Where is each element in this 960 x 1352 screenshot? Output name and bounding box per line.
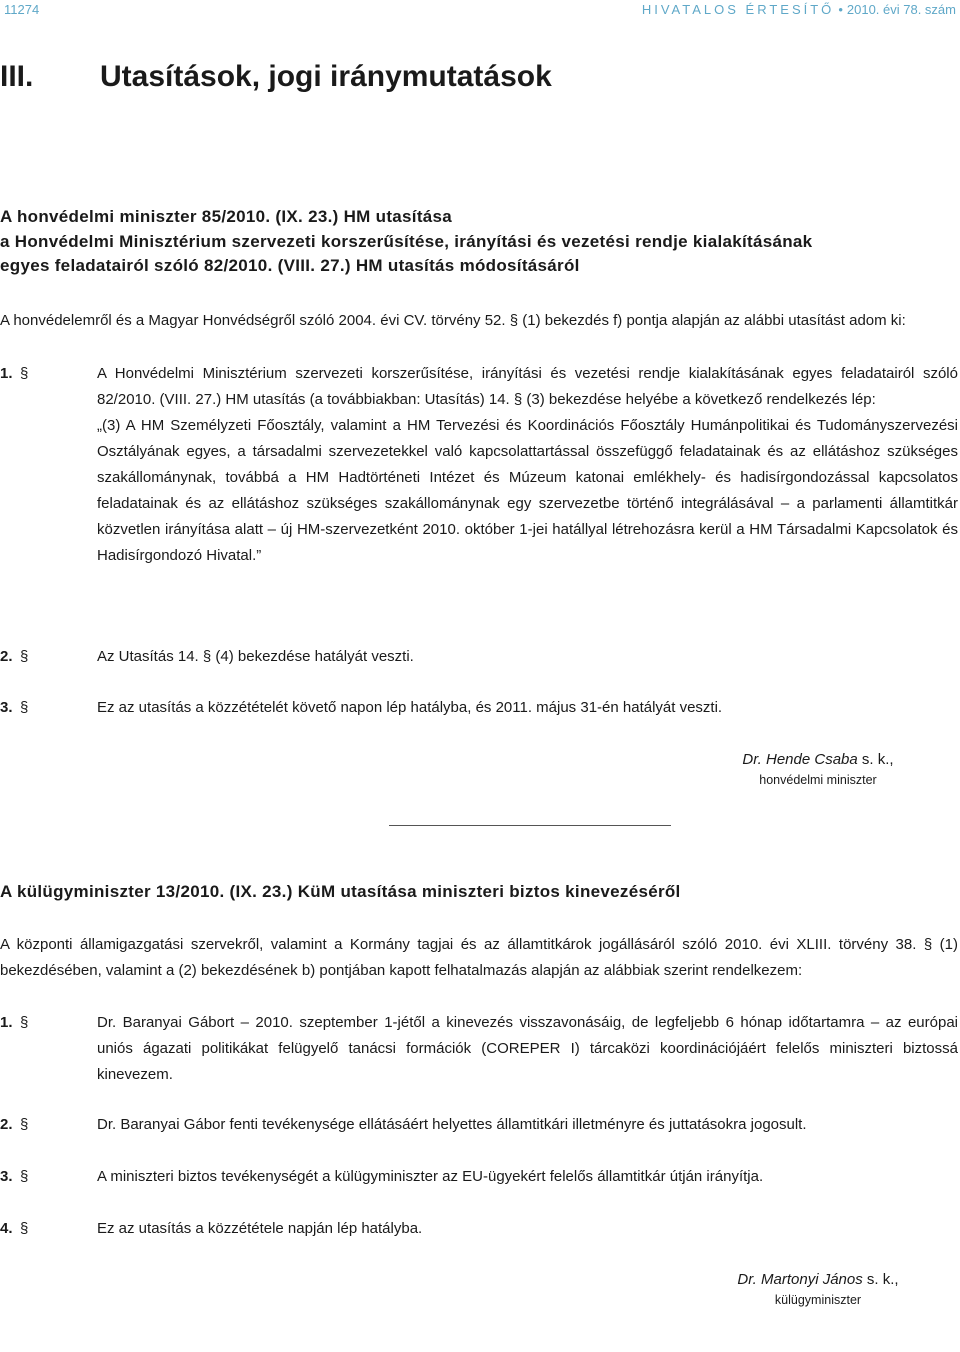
- section-sign: §: [20, 1116, 29, 1133]
- doc2-preamble: A központi államigazgatási szervekről, valamint a Kormány tagjai és az államtitkárok jogállásáról szóló 2010. évi XLIII. törvény 38. § (1) bekezdésében, valamint a (2) bekezdésének b) pontjában kapott felhatalmazás alapján az alábbiak szerint rendelkezem:: [0, 936, 958, 979]
- chapter-number: III.: [0, 60, 34, 93]
- doc1-signature: [688, 750, 948, 790]
- section-number: 3.: [0, 1168, 13, 1185]
- signature-suffix: s. k.,: [861, 751, 894, 768]
- section-number: 1.: [0, 365, 13, 382]
- section-number: 2.: [0, 1116, 13, 1133]
- page-number: 11274: [4, 2, 40, 17]
- section-text: Az Utasítás 14. § (4) bekezdése hatályát veszti.: [97, 648, 414, 665]
- bullet-icon: •: [838, 2, 843, 17]
- doc1-title-line: a Honvédelmi Minisztérium szervezeti korszerűsítése, irányítási és vezetési rendje kialakításának: [0, 231, 813, 251]
- section-sign: §: [20, 1168, 29, 1185]
- journal-title: [642, 2, 956, 17]
- doc1-preamble: A honvédelemről és a Magyar Honvédségről szóló 2004. évi CV. törvény 52. § (1) bekezdés f) pontja alapján az alábbi utasítást adom ki:: [0, 312, 906, 329]
- chapter-heading: [0, 60, 552, 94]
- section-text: Dr. Baranyai Gábor fenti tevékenysége ellátásáért helyettes államtitkári illetményre és juttatásokra jogosult.: [97, 1116, 807, 1133]
- doc1-title: [0, 205, 960, 279]
- signatory-role: honvédelmi miniszter: [759, 773, 877, 787]
- journal-name: HIVATALOS ÉRTESÍTŐ: [641, 2, 835, 17]
- section-sign: §: [20, 1220, 29, 1237]
- doc1-title-line: egyes feladatairól szóló 82/2010. (VIII. 27.) HM utasítás módosításáról: [0, 256, 580, 275]
- section-sign: §: [20, 1014, 29, 1031]
- section-number: 3.: [0, 699, 13, 716]
- signatory-name: Dr. Hende Csaba: [742, 751, 858, 768]
- section-number: 1.: [0, 1014, 13, 1031]
- section-sign: §: [20, 648, 29, 665]
- signatory-role: külügyminiszter: [774, 1293, 862, 1307]
- section-text: A miniszteri biztos tevékenységét a külügyminiszter az EU-ügyekért felelős államtitkár útján irányítja.: [97, 1168, 764, 1185]
- doc2-section-2: [0, 1112, 960, 1138]
- signature-suffix: s. k.,: [866, 1271, 899, 1288]
- doc2-section-1: [0, 1010, 960, 1088]
- doc2-title: A külügyminiszter 13/2010. (IX. 23.) KüM utasítása miniszteri biztos kinevezéséről: [0, 882, 681, 901]
- doc1-section-1: [0, 361, 960, 569]
- doc1-section-3: [0, 695, 960, 721]
- section-text: Ez az utasítás a közzététele napján lép hatályba.: [97, 1220, 423, 1237]
- section-text: A Honvédelmi Minisztérium szervezeti korszerűsítése, irányítási és vezetési rendje kialakításának egyes feladatairól szóló 82/2010. (VIII. 27.) HM utasítás (a továbbiakban: Utasítás) 14. § (3) bekezdése helyébe a következő rendelkezés lép:: [97, 365, 958, 408]
- section-text: Dr. Baranyai Gábort – 2010. szeptember 1-jétől a kinevezés visszavonásáig, de legfeljebb 6 hónap időtartamra – az európai uniós ágazati politikákat felügyelő tanácsi formációk (COREPER I) tárcaközi koordinációjáért felelős miniszteri biztossá kinevezem.: [97, 1014, 958, 1083]
- doc2-section-4: [0, 1216, 960, 1242]
- section-sign: §: [20, 365, 29, 382]
- section-number: 4.: [0, 1220, 13, 1237]
- doc1-section-2: [0, 644, 960, 670]
- chapter-title: Utasítások, jogi iránymutatások: [100, 60, 552, 93]
- section-text: Ez az utasítás a közzétételét követő napon lép hatályba, és 2011. május 31-én hatályát veszti.: [97, 699, 723, 716]
- signatory-name: Dr. Martonyi János: [737, 1271, 863, 1288]
- section-number: 2.: [0, 648, 13, 665]
- section-divider: [389, 825, 671, 826]
- issue-number: 2010. évi 78. szám: [846, 2, 956, 17]
- section-sign: §: [20, 699, 29, 716]
- section-quote: „(3) A HM Személyzeti Főosztály, valamint a HM Tervezési és Koordinációs Főosztály Humánpolitikai és Tudományszervezési Osztályának egyes, a társadalmi szervezetekkel való kapcsolattartással összefüggő feladatainak és az ellátáshoz szükséges szakállománynak, továbbá a HM Hadtörténeti Intézet és Múzeum katonai emlékhely- és hadisírgondozással kapcsolatos feladatainak és az ellátáshoz szükséges szakállománynak egy szervezetbe történő integrálásával – a parlamenti államtitkár közvetlen irányítása alatt – új HM-szervezetként 2010. október 1-jei hatállyal létrehozásra kerül a HM Társadalmi Kapcsolatok és Hadisírgondozó Hivatal.”: [97, 417, 958, 564]
- doc1-title-line: A honvédelmi miniszter 85/2010. (IX. 23.) HM utasítása: [0, 207, 453, 226]
- doc2-signature: [688, 1270, 948, 1310]
- doc2-section-3: [0, 1164, 960, 1190]
- running-header: [0, 0, 960, 22]
